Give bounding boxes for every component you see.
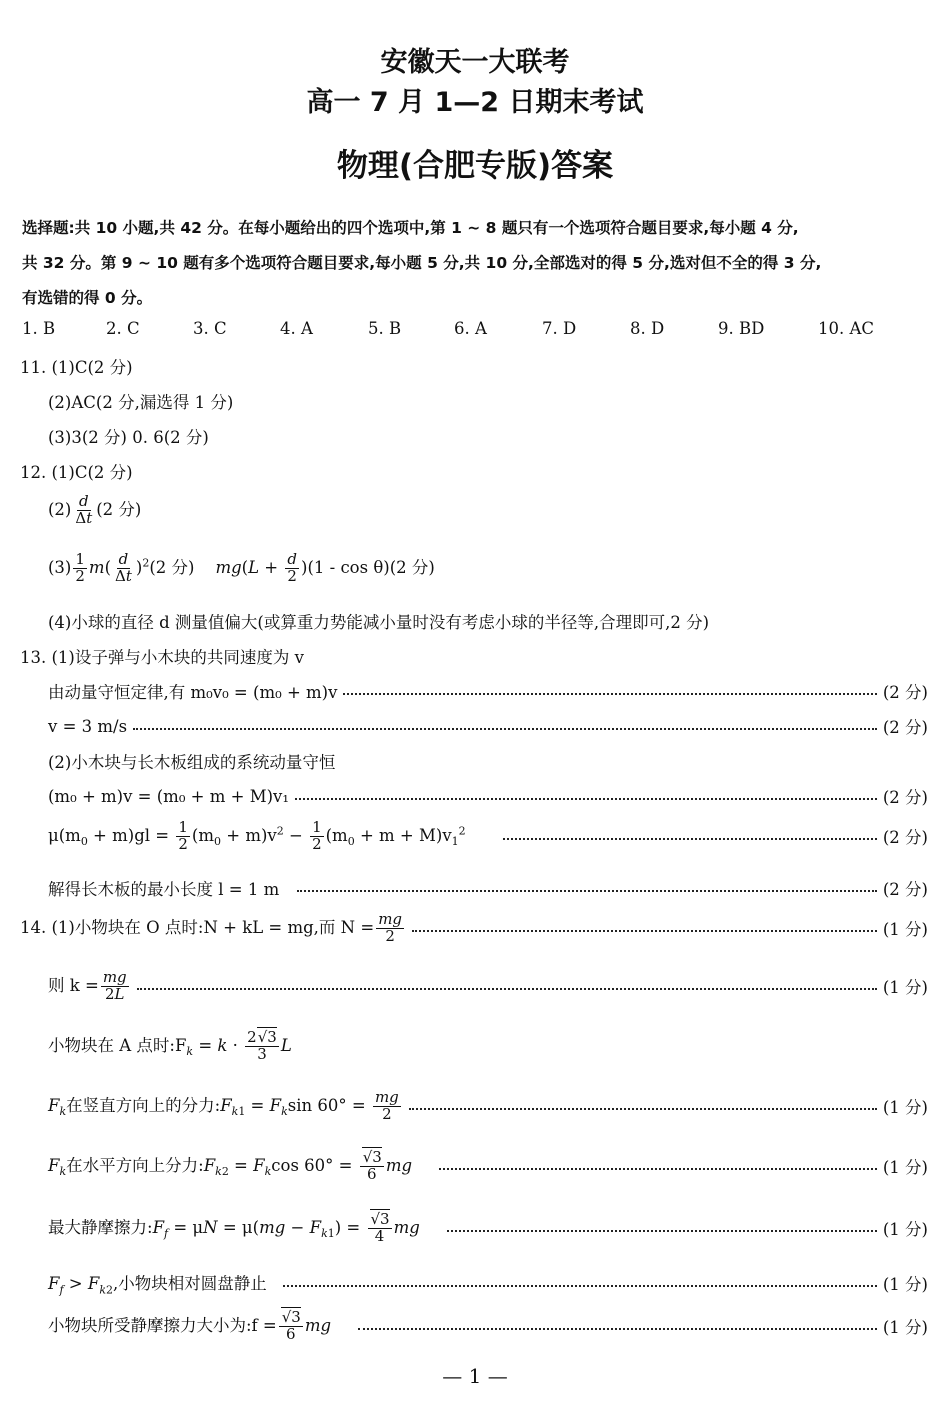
q14-line-4-text: 在竖直方向上的分力: [66, 1095, 221, 1115]
score-label: (2 分) [882, 718, 928, 737]
kinetic-energy-formula: $\frac{1}{2}$ [75, 550, 85, 585]
q14-label: 14. [20, 917, 47, 937]
intro-line-2: 共 32 分。第 9 ~ 10 题有多个选项符合题目要求,每小题 5 分,共 10 分,全部选对的得 5 分,选对但不全的得 3 分, [22, 254, 822, 272]
q12-part3-score-a: (2 分) [149, 557, 195, 577]
mcq-answer: 9. BD [718, 319, 765, 338]
mcq-answer: 5. B [368, 319, 402, 338]
q14-line-6 [48, 1212, 928, 1245]
q13-system-momentum-equation: (m₀ + m)v = (m₀ + m + M)v₁ [48, 786, 289, 806]
q14-line-6-content: 最大静摩擦力$:F_f = \mu N = \mu(mg - F_{k1})$ = $\frac{√3}{4}$ mg [48, 1210, 420, 1245]
q14-line-1 [20, 912, 928, 945]
mcq-answer: 2. C [106, 319, 140, 338]
q13-energy-line [48, 820, 928, 853]
q12-part1: (1)C(2 分) [51, 463, 133, 482]
dot-leader [133, 728, 877, 730]
q13-velocity-line [48, 714, 928, 738]
score-label: (2 分) [882, 880, 928, 899]
dot-leader [503, 838, 877, 840]
q12-part2-score: (2 分) [96, 499, 142, 519]
q14-line-6-text: 最大静摩擦力: [48, 1217, 153, 1237]
q14-line-2-text: 则 k = [48, 975, 99, 995]
mcq-answer: 3. C [193, 319, 227, 338]
q14-line-3: 小物块在 A 点时$:F_k = k$ · $\frac{2√3}{3}$ L [48, 1028, 292, 1063]
q11-part3: (3)3(2 分) 0. 6(2 分) [48, 428, 209, 447]
q12-part3-score-b: (1 - cos θ)(2 分) [307, 557, 435, 577]
answer-key-title: 物理(合肥专版)答案 [336, 148, 614, 184]
q11-label: 11. [20, 358, 47, 377]
q14-line-4-content: $F_k$在竖直方向上的分力$:F_{k1} = F_k\sin$ 60° = $\frac{mg}{2}$ [48, 1088, 399, 1123]
dot-leader [358, 1328, 877, 1330]
intro-line-1: 选择题:共 10 小题,共 42 分。在每小题给出的四个选项中,第 1 ~ 8 题只有一个选项符合题目要求,每小题 4 分, [22, 219, 799, 237]
mcq-answer: 8. D [630, 319, 665, 338]
score-label: (1 分) [882, 978, 928, 998]
q13-velocity-result: v = 3 m/s [48, 716, 128, 736]
q14-line-1-content: 14. (1)小物块在 O 点时:N + kL = mg,而 N = $\frac{mg}{2}$ [20, 910, 403, 945]
dot-leader [283, 1285, 877, 1287]
q14-line-1-text: (1)小物块在 O 点时:N + kL = mg,而 N = [51, 917, 375, 937]
q12-part2 [48, 494, 141, 527]
q14-line-2 [48, 970, 928, 1003]
velocity-formula: $\frac{d}{\Delta t}$ [75, 492, 93, 527]
page-number: — 1 — [442, 1364, 508, 1388]
q13-system-momentum-line [48, 784, 928, 808]
q14-line-3-text: 小物块在 A 点时:F [48, 1035, 187, 1055]
q14-line-5-content: $F_k$在水平方向上分力$:F_{k2} = F_k\cos$ 60° = $\frac{√3}{6}$ mg [48, 1148, 413, 1183]
q12-answer [20, 459, 133, 483]
potential-energy-formula: $\frac{d}{2}$ [287, 550, 297, 585]
score-label: (2 分) [882, 828, 928, 848]
q14-line-4 [48, 1090, 928, 1123]
score-label: (2 分) [882, 788, 928, 807]
q13-momentum-line [48, 679, 928, 703]
score-label: (1 分) [882, 1318, 928, 1338]
q14-line-8-text: 小物块所受静摩擦力大小为:f = [48, 1315, 277, 1335]
dot-leader [409, 1108, 877, 1110]
q13-part1: (1)设子弹与小木块的共同速度为 v [51, 648, 304, 667]
q13-part2: (2)小木块与长木板组成的系统动量守恒 [48, 753, 336, 772]
score-label: (1 分) [882, 1098, 928, 1118]
q13-energy-equation: $\mu(m_0 + m)gl$ = $\frac{1}{2}$ $(m_0 + m)v^2$ − $\frac{1}{2}$ $(m_0 + m + M)v_1^2$ [48, 818, 466, 853]
q13-label: 13. [20, 648, 47, 667]
q14-line-8-content: 小物块所受静摩擦力大小为:f = $\frac{√3}{6}$ mg [48, 1308, 332, 1343]
q12-part2-label: (2) [48, 499, 72, 519]
dot-leader [447, 1230, 877, 1232]
mcq-answer: 4. A [280, 319, 313, 338]
dot-leader [439, 1168, 877, 1170]
q13-momentum-equation: 由动量守恒定律,有 m₀v₀ = (m₀ + m)v [48, 683, 338, 702]
dot-leader [412, 930, 877, 932]
score-label: (2 分) [882, 683, 928, 702]
q14-line-7-content: $F_f > F_{k2}$,小物块相对圆盘静止 [48, 1274, 267, 1297]
intro-line-3: 有选错的得 0 分。 [22, 289, 153, 307]
q11-part1: (1)C(2 分) [51, 358, 133, 377]
q12-label: 12. [20, 463, 47, 482]
dot-leader [297, 890, 877, 892]
q14-line-5 [48, 1150, 928, 1183]
q14-line-5-text: 在水平方向上分力: [66, 1155, 204, 1175]
q12-part4: (4)小球的直径 d 测量值偏大(或算重力势能减小量时没有考虑小球的半径等,合理即可,2 分) [48, 613, 710, 632]
dot-leader [137, 988, 877, 990]
mcq-answer: 7. D [542, 319, 577, 338]
score-label: (1 分) [882, 920, 928, 940]
score-label: (1 分) [882, 1158, 928, 1178]
mcq-answer: 6. A [454, 319, 487, 338]
dot-leader [343, 693, 876, 695]
q13-answer [20, 644, 304, 668]
q13-length-line [48, 876, 928, 900]
q11-answer [20, 354, 133, 378]
score-label: (1 分) [882, 1220, 928, 1240]
q14-line-8 [48, 1310, 928, 1343]
q14-line-7 [48, 1270, 928, 1296]
mcq-answer: 1. B [22, 319, 56, 338]
mcq-answer: 10. AC [818, 319, 875, 338]
q13-length-result: 解得长木板的最小长度 l = 1 m [48, 880, 280, 899]
q14-line-7-text: ,小物块相对圆盘静止 [112, 1274, 267, 1293]
q12-part3-label: (3) [48, 557, 72, 577]
q14-line-2-content: 则 k = $\frac{mg}{2L}$ [48, 968, 127, 1003]
exam-name-title: 高一 7 月 1—2 日期末考试 [306, 87, 644, 118]
exam-organizer-title: 安徽天一大联考 [380, 47, 570, 78]
score-label: (1 分) [882, 1275, 928, 1295]
q12-part3: (3) $\frac{1}{2}$ m( $\frac{d}{\Delta t}$ )$^2$(2 分) mg(L + $\frac{d}{2}$ )(1 - cos θ)(2 分) [48, 550, 435, 585]
dot-leader [295, 798, 877, 800]
q11-part2: (2)AC(2 分,漏选得 1 分) [48, 393, 234, 412]
